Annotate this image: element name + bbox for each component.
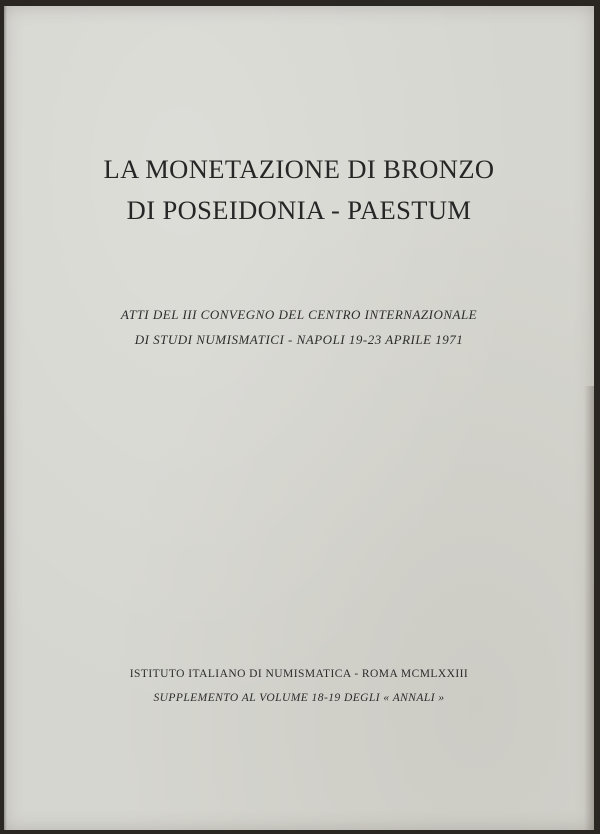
title-block (4, 149, 594, 231)
subtitle-line-1: ATTI DEL III CONVEGNO DEL CENTRO INTERNAZIONALE (120, 307, 478, 322)
title-line-1: LA MONETAZIONE DI BRONZO (103, 154, 495, 184)
subtitle-line-2: DI STUDI NUMISMATICI - NAPOLI 19-23 APRILE 1971 (134, 332, 464, 347)
footer-block (4, 662, 594, 710)
title-line-2: DI POSEIDONIA - PAESTUM (126, 195, 472, 225)
subtitle-block (4, 302, 594, 352)
supplement-line: SUPPLEMENTO AL VOLUME 18-19 DEGLI « ANNALI » (153, 692, 445, 704)
book-cover (4, 6, 594, 830)
publisher-line: ISTITUTO ITALIANO DI NUMISMATICA - ROMA MCMLXXIII (129, 668, 469, 680)
